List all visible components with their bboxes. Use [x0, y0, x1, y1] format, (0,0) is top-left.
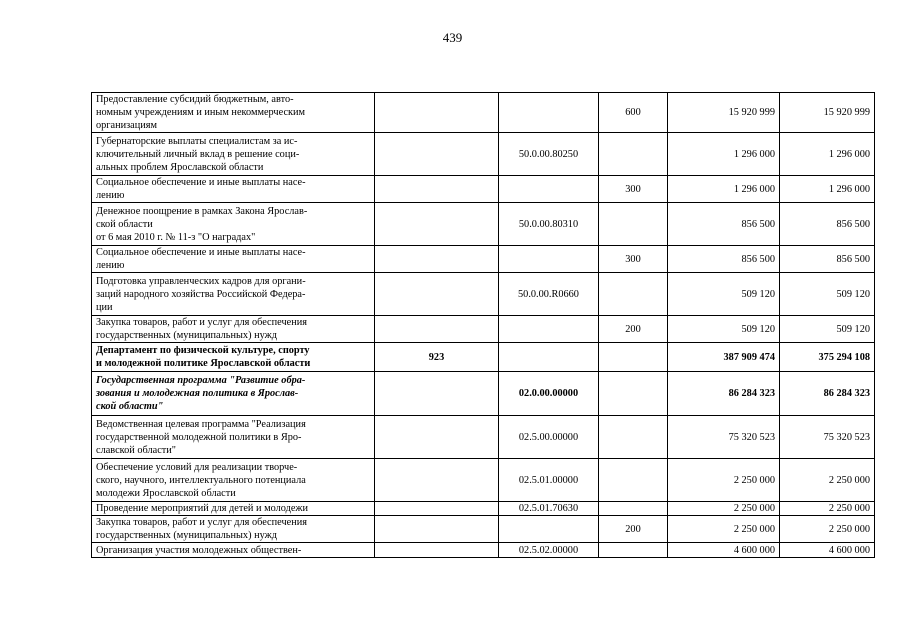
target-article-cell	[499, 543, 599, 558]
department-code-cell	[375, 502, 499, 516]
expense-type-cell	[599, 502, 668, 516]
expense-name-text: Ведомственная целевая программа "Реализация государственной молодежной политики в Яро- славской области"	[96, 418, 306, 456]
expense-type-cell	[599, 372, 668, 416]
table-row	[92, 176, 875, 203]
target-article-cell	[499, 459, 599, 502]
amount-year1-text: 15 920 999	[728, 107, 775, 118]
table-row	[92, 372, 875, 416]
target-article-cell	[499, 246, 599, 273]
target-article-cell	[499, 176, 599, 203]
table-row	[92, 343, 875, 372]
amount-year1-cell	[668, 516, 780, 543]
amount-year2-text: 4 600 000	[828, 544, 870, 556]
expense-name-text: Организация участия молодежных обществен-	[96, 544, 302, 556]
expense-name-cell	[92, 93, 375, 133]
amount-year1-text: 4 600 000	[733, 544, 775, 556]
amount-year2-text: 2 250 000	[828, 503, 870, 514]
department-code-cell	[375, 516, 499, 543]
amount-year2-text: 86 284 323	[823, 388, 870, 399]
table-row	[92, 543, 875, 558]
target-article-cell	[499, 343, 599, 372]
target-article-text: 50.0.00.80310	[518, 218, 579, 230]
amount-year1-cell	[668, 416, 780, 459]
expense-name-text: Социальное обеспечение и иные выплаты насе- лению	[96, 247, 306, 271]
expense-name-cell	[92, 203, 375, 246]
amount-year1-cell	[668, 273, 780, 316]
expense-type-cell	[599, 246, 668, 273]
target-article-text: 02.5.02.00000	[518, 544, 579, 556]
table-row	[92, 516, 875, 543]
amount-year1-text: 509 120	[741, 323, 775, 335]
expense-name-cell	[92, 459, 375, 502]
expense-name-text: Социальное обеспечение и иные выплаты насе- лению	[96, 177, 306, 201]
amount-year1-text: 387 909 474	[723, 351, 775, 363]
amount-year1-cell	[668, 372, 780, 416]
amount-year2-text: 2 250 000	[828, 474, 870, 486]
amount-year2-text: 15 920 999	[823, 107, 870, 118]
amount-year2-cell	[780, 372, 875, 416]
budget-table-body	[92, 93, 875, 558]
expense-type-cell	[599, 459, 668, 502]
expense-name-text: Губернаторские выплаты специалистам за ис- ключительный личный вклад в решение соци- альных проблем Ярославской области	[96, 135, 300, 173]
department-code-cell	[375, 133, 499, 176]
amount-year1-cell	[668, 502, 780, 516]
amount-year2-cell	[780, 176, 875, 203]
amount-year2-text: 75 320 523	[823, 431, 870, 443]
amount-year2-cell	[780, 543, 875, 558]
amount-year1-cell	[668, 93, 780, 133]
expense-name-text: Государственная программа "Развитие обра- зования и молодежная политика в Ярослав- ской области"	[96, 375, 306, 412]
target-article-cell	[499, 133, 599, 176]
expense-name-cell	[92, 133, 375, 176]
amount-year1-text: 856 500	[741, 253, 775, 265]
expense-type-cell	[599, 93, 668, 133]
amount-year1-cell	[668, 543, 780, 558]
department-code-cell	[375, 343, 499, 372]
amount-year2-text: 2 250 000	[828, 523, 870, 535]
expense-name-cell	[92, 343, 375, 372]
table-row	[92, 416, 875, 459]
table-row	[92, 459, 875, 502]
amount-year2-cell	[780, 459, 875, 502]
amount-year1-cell	[668, 316, 780, 343]
amount-year2-cell	[780, 203, 875, 246]
department-code-cell	[375, 246, 499, 273]
amount-year2-cell	[780, 516, 875, 543]
target-article-cell	[499, 502, 599, 516]
expense-name-text: Обеспечение условий для реализации творче- ского, научного, интеллектуального потенциала молодежи Ярославской области	[96, 461, 306, 499]
amount-year2-cell	[780, 273, 875, 316]
table-row	[92, 316, 875, 343]
amount-year1-cell	[668, 133, 780, 176]
target-article-cell	[499, 372, 599, 416]
expense-name-cell	[92, 543, 375, 558]
amount-year2-text: 509 120	[836, 288, 870, 300]
amount-year2-cell	[780, 343, 875, 372]
table-row	[92, 203, 875, 246]
target-article-cell	[499, 93, 599, 133]
amount-year1-text: 1 296 000	[733, 183, 775, 195]
expense-type-cell	[599, 273, 668, 316]
expense-name-cell	[92, 502, 375, 516]
amount-year2-text: 1 296 000	[828, 183, 870, 195]
expense-type-text: 200	[625, 523, 641, 535]
amount-year2-text: 856 500	[836, 253, 870, 265]
department-code-text: 923	[428, 351, 445, 363]
amount-year1-cell	[668, 176, 780, 203]
expense-type-cell	[599, 416, 668, 459]
target-article-cell	[499, 416, 599, 459]
department-code-cell	[375, 416, 499, 459]
expense-type-cell	[599, 176, 668, 203]
expense-name-text: Департамент по физической культуре, спорту и молодежной политике Ярославской области	[96, 345, 311, 369]
department-code-cell	[375, 93, 499, 133]
department-code-cell	[375, 273, 499, 316]
expense-name-text: Предоставление субсидий бюджетным, авто- номным учреждениям и иным некоммерческим организациям	[96, 94, 306, 131]
expense-type-cell	[599, 316, 668, 343]
amount-year1-cell	[668, 459, 780, 502]
amount-year1-text: 86 284 323	[728, 388, 775, 399]
table-row	[92, 93, 875, 133]
expense-type-cell	[599, 133, 668, 176]
target-article-text: 50.0.00.R0660	[518, 288, 579, 300]
budget-table	[91, 92, 875, 558]
expense-type-cell	[599, 203, 668, 246]
page-number: 439	[442, 30, 463, 45]
amount-year1-text: 1 296 000	[733, 148, 775, 160]
amount-year1-text: 75 320 523	[728, 431, 775, 443]
expense-name-cell	[92, 416, 375, 459]
target-article-text: 02.5.00.00000	[518, 431, 579, 443]
amount-year2-text: 375 294 108	[818, 351, 870, 363]
target-article-text: 02.5.01.70630	[518, 503, 579, 514]
amount-year2-cell	[780, 133, 875, 176]
table-row	[92, 273, 875, 316]
expense-name-cell	[92, 372, 375, 416]
table-row	[92, 133, 875, 176]
amount-year2-text: 856 500	[836, 218, 870, 230]
amount-year1-cell	[668, 343, 780, 372]
department-code-cell	[375, 543, 499, 558]
amount-year1-cell	[668, 246, 780, 273]
expense-name-cell	[92, 246, 375, 273]
target-article-cell	[499, 516, 599, 543]
expense-type-text: 300	[625, 183, 641, 195]
amount-year2-cell	[780, 246, 875, 273]
expense-name-cell	[92, 316, 375, 343]
expense-name-cell	[92, 273, 375, 316]
department-code-cell	[375, 459, 499, 502]
expense-type-cell	[599, 343, 668, 372]
amount-year1-text: 509 120	[741, 288, 775, 300]
department-code-cell	[375, 203, 499, 246]
expense-name-text: Проведение мероприятий для детей и молодежи	[96, 503, 309, 514]
expense-type-text: 200	[625, 323, 641, 335]
department-code-cell	[375, 372, 499, 416]
target-article-text: 50.0.00.80250	[518, 148, 579, 160]
amount-year1-text: 856 500	[741, 218, 775, 230]
amount-year1-text: 2 250 000	[733, 523, 775, 535]
table-row	[92, 502, 875, 516]
amount-year2-cell	[780, 93, 875, 133]
department-code-cell	[375, 176, 499, 203]
amount-year2-text: 1 296 000	[828, 148, 870, 160]
expense-name-text: Денежное поощрение в рамках Закона Ярослав- ской области от 6 мая 2010 г. № 11-з "О наградах"	[96, 205, 308, 243]
target-article-cell	[499, 316, 599, 343]
amount-year2-text: 509 120	[836, 323, 870, 335]
expense-name-text: Закупка товаров, работ и услуг для обеспечения государственных (муниципальных) нужд	[96, 317, 307, 341]
table-row	[92, 246, 875, 273]
expense-type-cell	[599, 543, 668, 558]
target-article-cell	[499, 273, 599, 316]
expense-name-cell	[92, 176, 375, 203]
amount-year2-cell	[780, 502, 875, 516]
expense-type-text: 300	[625, 253, 641, 265]
target-article-text: 02.0.00.00000	[518, 388, 579, 399]
amount-year1-cell	[668, 203, 780, 246]
expense-type-cell	[599, 516, 668, 543]
expense-name-text: Закупка товаров, работ и услуг для обеспечения государственных (муниципальных) нужд	[96, 517, 307, 541]
amount-year1-text: 2 250 000	[733, 503, 775, 514]
target-article-text: 02.5.01.00000	[518, 474, 579, 486]
department-code-cell	[375, 316, 499, 343]
expense-name-cell	[92, 516, 375, 543]
expense-type-text: 600	[625, 107, 641, 118]
amount-year2-cell	[780, 416, 875, 459]
expense-name-text: Подготовка управленческих кадров для органи- заций народного хозяйства Российской Федера- ции	[96, 275, 306, 313]
target-article-cell	[499, 203, 599, 246]
amount-year1-text: 2 250 000	[733, 474, 775, 486]
amount-year2-cell	[780, 316, 875, 343]
